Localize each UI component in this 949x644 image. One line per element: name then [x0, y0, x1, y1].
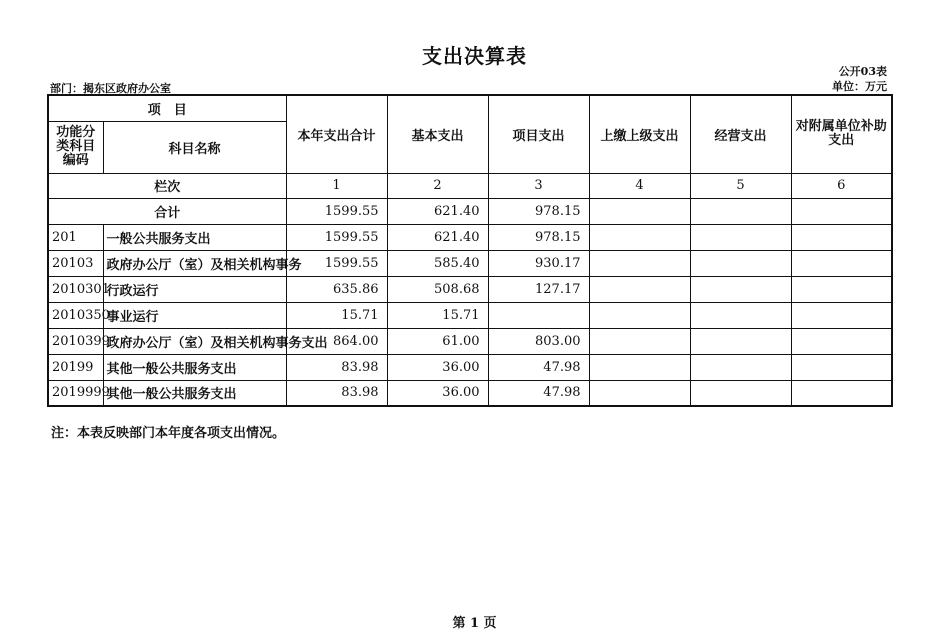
header-item: 项 目 — [48, 95, 286, 121]
header-project: 项目支出 — [488, 95, 589, 173]
row-upper — [589, 276, 690, 302]
row-total: 1599.55 — [286, 250, 387, 276]
row-basic: 508.68 — [387, 276, 488, 302]
row-basic: 36.00 — [387, 354, 488, 380]
row-project: 978.15 — [488, 224, 589, 250]
row-upper — [589, 354, 690, 380]
column-index-3: 3 — [488, 173, 589, 198]
row-subject-name: 事业运行 — [103, 302, 286, 328]
expenditure-table — [47, 94, 893, 407]
row-code: 201 — [48, 224, 103, 250]
row-upper — [589, 250, 690, 276]
page-title: 支出决算表 — [422, 44, 527, 68]
total-upper — [589, 198, 690, 224]
total-row — [48, 198, 892, 224]
row-subsidy — [791, 380, 892, 406]
row-basic: 61.00 — [387, 328, 488, 354]
page-number: 第 1 页 — [452, 616, 497, 631]
row-upper — [589, 224, 690, 250]
row-subsidy — [791, 224, 892, 250]
row-subsidy — [791, 276, 892, 302]
department-label: 部门：揭东区政府办公室 — [50, 82, 171, 95]
total-subsidy — [791, 198, 892, 224]
row-total: 1599.55 — [286, 224, 387, 250]
row-upper — [589, 380, 690, 406]
row-total: 83.98 — [286, 380, 387, 406]
row-upper — [589, 328, 690, 354]
column-index-2: 2 — [387, 173, 488, 198]
row-subject-name: 其他一般公共服务支出 — [103, 354, 286, 380]
row-business — [690, 354, 791, 380]
column-index-6: 6 — [791, 173, 892, 198]
total-label: 合计 — [48, 198, 286, 224]
table-row — [48, 250, 892, 276]
form-number: 公开03表 — [838, 65, 887, 78]
header-basic: 基本支出 — [387, 95, 488, 173]
total-business — [690, 198, 791, 224]
row-basic: 36.00 — [387, 380, 488, 406]
header-business: 经营支出 — [690, 95, 791, 173]
row-subject-name: 行政运行 — [103, 276, 286, 302]
row-project: 47.98 — [488, 380, 589, 406]
header-total: 本年支出合计 — [286, 95, 387, 173]
footnote: 注：本表反映部门本年度各项支出情况。 — [51, 426, 286, 441]
total-basic: 621.40 — [387, 198, 488, 224]
header-func-code: 功能分类科目编码 — [48, 121, 103, 173]
table-row — [48, 380, 892, 406]
row-subsidy — [791, 354, 892, 380]
row-code: 2010350 — [48, 302, 103, 328]
row-business — [690, 328, 791, 354]
row-total: 15.71 — [286, 302, 387, 328]
row-project: 127.17 — [488, 276, 589, 302]
table-row — [48, 302, 892, 328]
row-subject-name: 政府办公厅（室）及相关机构事务 — [103, 250, 286, 276]
row-total: 864.00 — [286, 328, 387, 354]
row-business — [690, 380, 791, 406]
table-row — [48, 224, 892, 250]
row-upper — [589, 302, 690, 328]
total-project: 978.15 — [488, 198, 589, 224]
table-row — [48, 276, 892, 302]
row-project — [488, 302, 589, 328]
row-basic: 585.40 — [387, 250, 488, 276]
row-subject-name: 一般公共服务支出 — [103, 224, 286, 250]
row-business — [690, 302, 791, 328]
row-code: 20199 — [48, 354, 103, 380]
column-index-1: 1 — [286, 173, 387, 198]
table-row — [48, 328, 892, 354]
total-amount: 1599.55 — [286, 198, 387, 224]
row-total: 83.98 — [286, 354, 387, 380]
header-upper: 上缴上级支出 — [589, 95, 690, 173]
row-code: 20103 — [48, 250, 103, 276]
row-business — [690, 224, 791, 250]
row-subsidy — [791, 302, 892, 328]
row-basic: 15.71 — [387, 302, 488, 328]
row-project: 47.98 — [488, 354, 589, 380]
column-index-5: 5 — [690, 173, 791, 198]
row-subject-name: 政府办公厅（室）及相关机构事务支出 — [103, 328, 286, 354]
row-business — [690, 276, 791, 302]
row-basic: 621.40 — [387, 224, 488, 250]
row-business — [690, 250, 791, 276]
header-subject-name: 科目名称 — [103, 121, 286, 173]
column-index-label: 栏次 — [48, 173, 286, 198]
row-total: 635.86 — [286, 276, 387, 302]
row-code: 2010301 — [48, 276, 103, 302]
row-subsidy — [791, 250, 892, 276]
row-project: 803.00 — [488, 328, 589, 354]
table-row — [48, 354, 892, 380]
column-index-4: 4 — [589, 173, 690, 198]
row-subsidy — [791, 328, 892, 354]
row-subject-name: 其他一般公共服务支出 — [103, 380, 286, 406]
row-code: 2019999 — [48, 380, 103, 406]
unit-label: 单位：万元 — [832, 80, 887, 93]
row-project: 930.17 — [488, 250, 589, 276]
header-subsidy: 对附属单位补助支出 — [791, 95, 892, 173]
row-code: 2010399 — [48, 328, 103, 354]
